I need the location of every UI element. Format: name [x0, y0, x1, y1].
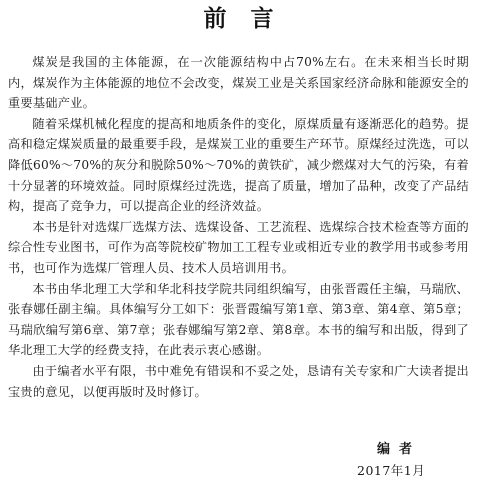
paragraph-book-scope: 本书是针对选煤厂选煤方法、选煤设备、工艺流程、选煤综合技术检查等方面的综合性专业图书，可作为高等院校矿物加工工程专业或相近专业的教学用书或参考用书，也可作为选煤厂管理人员、技术人员培训用书。 — [8, 219, 469, 275]
paragraph-coal-washing: 随着采煤机械化程度的提高和地质条件的变化，原煤质量有逐渐恶化的趋势。提高和稳定煤炭质量的最重要手段，是煤炭工业的重要生产环节。原煤经过洗选，可以降低60%～70%的灰分和脱除50%～70%的黄铁矿，减少燃煤对大气的污染，有着十分显著的环境效益。同时原煤经过洗选，提高了质量，增加了品种，改变了产品结构，提高了竞争力，可以提高企业的经济效益。 — [8, 116, 469, 214]
preface-body — [8, 52, 469, 402]
paragraph-authors: 本书由华北理工大学和华北科技学院共同组织编写，由张晋霞任主编，马瑞欣、张春娜任副主编。具体编写分工如下：张晋霞编写第1章、第3章、第4章、第5章；马瑞欣编写第6章、第7章；张春娜编写第2章、第8章。本书的编写和出版，得到了华北理工大学的经费支持，在此表示衷心感谢。 — [8, 281, 469, 358]
page-title: 前言 — [203, 6, 298, 32]
signature-date: 2017年1月 — [357, 463, 426, 478]
paragraph-acknowledgement: 由于编者水平有限，书中难免有错误和不妥之处，恳请有关专家和广大读者提出宝贵的意见，以便再版时及时修订。 — [8, 363, 469, 399]
signature-author: 编者 — [377, 442, 422, 457]
paragraph-coal-energy: 煤炭是我国的主体能源，在一次能源结构中占70%左右。在未来相当长时期内，煤炭作为主体能源的地位不会改变，煤炭工业是关系国家经济命脉和能源安全的重要基础产业。 — [8, 55, 469, 111]
